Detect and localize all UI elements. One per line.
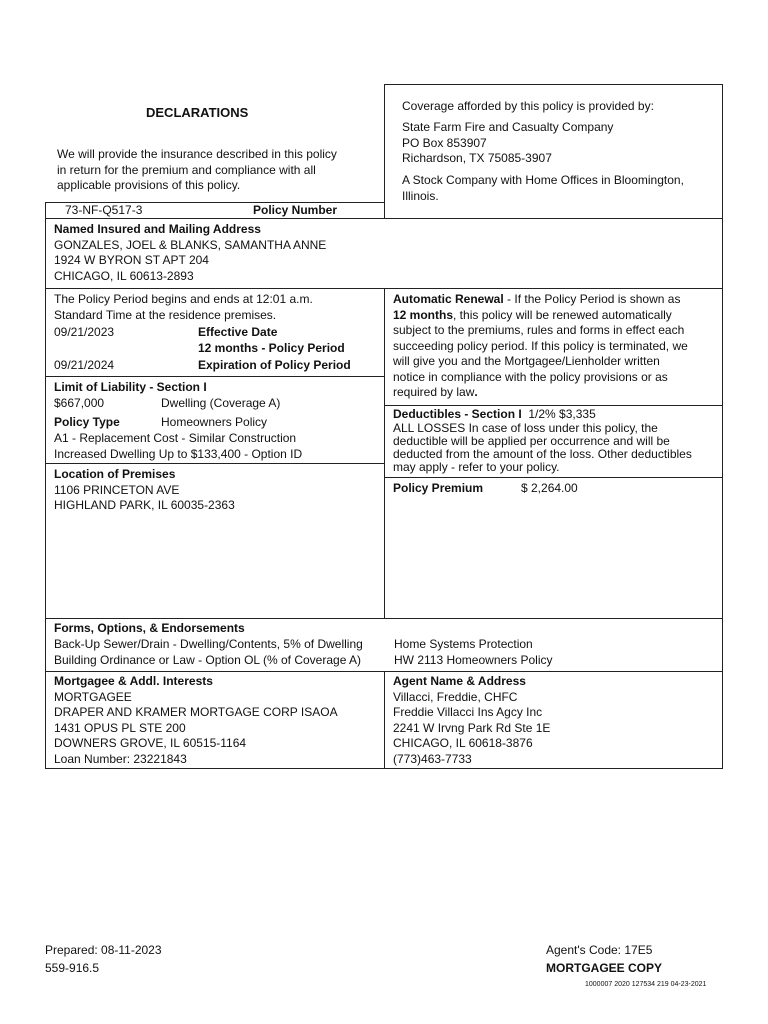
insurer-name: State Farm Fire and Casualty Company [402,120,614,134]
agent-label: Agent Name & Address [393,674,526,688]
forms-label: Forms, Options, & Endorsements [54,621,245,635]
policy-period-text: Standard Time at the residence premises. [54,307,277,322]
policy-period-text: The Policy Period begins and ends at 12:01 a.m. [54,292,313,306]
named-insured-section [54,222,326,284]
renewal-text: succeeding policy period. If this policy is terminated, we [393,338,688,353]
renewal-text: subject to the premiums, rules and forms in effect each [393,323,685,337]
deductible-line: deducted from the amount of the loss. Other deductibles [393,447,692,461]
document-codes: 1000007 2020 127534 219 04-23-2021 [585,981,707,988]
location-address: 1106 PRINCETON AVE [54,482,180,497]
deductible-text [393,422,692,474]
insured-address: CHICAGO, IL 60613-2893 [54,268,194,283]
policy-type-label: Policy Type [54,415,120,429]
insurer-stock-info [402,173,684,204]
deductibles-label: Deductibles - Section I [393,407,522,421]
renewal-text: notice in compliance with the policy provisions or as [393,369,668,384]
form-item: Back-Up Sewer/Drain - Dwelling/Contents, 5% of Dwelling [54,637,363,651]
agent-code: Agent's Code: 17E5 [546,943,653,957]
renewal-text: required by law [393,385,475,399]
insurer-intro: Coverage afforded by this policy is provided by: [402,99,654,113]
dwelling-coverage-label: Dwelling (Coverage A) [161,396,281,410]
agent-line: Freddie Villacci Ins Agcy Inc [393,705,543,719]
form-number: 559-916.5 [45,961,100,975]
mortgagee-line: DRAPER AND KRAMER MORTGAGE CORP ISAOA [54,705,338,719]
copy-label: MORTGAGEE COPY [546,961,663,975]
location-label: Location of Premises [54,467,176,481]
location-section [54,467,235,514]
premium-value: $ 2,264.00 [521,481,578,495]
intro-text [57,147,337,194]
dwelling-amount: $667,000 [54,396,105,410]
stock-line: A Stock Company with Home Offices in Bloomington, [402,173,684,187]
divider [384,405,723,406]
prepared-date: Prepared: 08-11-2023 [45,943,162,957]
agent-line: 2241 W Irvng Park Rd Ste 1E [393,720,551,735]
limit-of-liability-label-row [54,380,207,396]
insured-name: GONZALES, JOEL & BLANKS, SAMANTHA ANNE [54,237,327,252]
deductible-line: may apply - refer to your policy. [393,460,560,474]
insurer-address: PO Box 853907 [402,135,487,150]
effective-date-label: Effective Date [198,325,278,339]
policy-period-intro [54,292,313,323]
renewal-period-mark: . [474,385,478,399]
agent-line: CHICAGO, IL 60618-3876 [393,736,533,750]
deductible-value: 1/2% $3,335 [528,407,596,421]
policy-number-value: 73-NF-Q517-3 [65,203,143,217]
mortgagee-label: Mortgagee & Addl. Interests [54,674,213,688]
policy-number-label: Policy Number [253,203,338,217]
mortgagee-section [54,674,338,767]
effective-date-value: 09/21/2023 [54,325,115,339]
mortgagee-line: DOWNERS GROVE, IL 60515-1164 [54,736,247,750]
automatic-renewal-section [393,292,688,401]
limit-of-liability-label: Limit of Liability [54,380,146,394]
expiration-date-value: 09/21/2024 [54,358,115,372]
coverage-option: A1 - Replacement Cost - Similar Construction [54,431,297,445]
forms-right [394,637,553,668]
mortgagee-line: 1431 OPUS PL STE 200 [54,720,186,735]
automatic-renewal-label: Automatic Renewal [393,292,504,306]
deductible-line: ALL LOSSES In case of loss under this policy, the [393,421,658,435]
named-insured-label: Named Insured and Mailing Address [54,222,261,236]
divider [384,288,385,618]
divider [45,618,723,619]
renewal-text: , this policy will be renewed automatically [453,307,672,322]
page-title: DECLARATIONS [146,105,249,120]
coverage-option: Increased Dwelling Up to $133,400 - Option ID [54,446,303,461]
form-item: Home Systems Protection [394,637,533,651]
deductible-line: deductible will be applied per occurrence and will be [393,434,670,448]
renewal-months: 12 months [393,307,454,322]
form-item: HW 2113 Homeowners Policy [394,652,553,667]
form-item: Building Ordinance or Law - Option OL (% of Coverage A) [54,652,362,667]
loan-number: Loan Number: 23221843 [54,751,187,766]
intro-line: in return for the premium and compliance with all [57,162,316,177]
policy-type-value: Homeowners Policy [161,415,268,429]
location-address: HIGHLAND PARK, IL 60035-2363 [54,498,235,512]
divider [384,477,723,478]
divider [384,671,385,769]
agent-line: Villacci, Freddie, CHFC [393,689,518,704]
premium-label: Policy Premium [393,481,484,495]
intro-line: applicable provisions of this policy. [57,178,241,192]
intro-line: We will provide the insurance described in this policy [57,147,337,161]
mortgagee-line: MORTGAGEE [54,689,132,704]
agent-phone: (773)463-7733 [393,751,472,766]
divider [45,376,384,377]
insured-address: 1924 W BYRON ST APT 204 [54,253,209,267]
policy-period-label: 12 months - Policy Period [198,341,345,355]
coverage-options [54,431,302,462]
renewal-text: - If the Policy Period is shown as [503,292,681,306]
insurer-address: Richardson, TX 75085-3907 [402,151,552,165]
stock-line: Illinois. [402,188,439,203]
agent-section [393,674,550,767]
limit-section: - Section I [146,380,207,394]
insurer-info [402,120,613,167]
forms-left [54,637,363,668]
renewal-text: will give you and the Mortgagee/Lienholder written [393,354,660,368]
divider [45,463,384,464]
expiration-date-label: Expiration of Policy Period [198,358,351,372]
